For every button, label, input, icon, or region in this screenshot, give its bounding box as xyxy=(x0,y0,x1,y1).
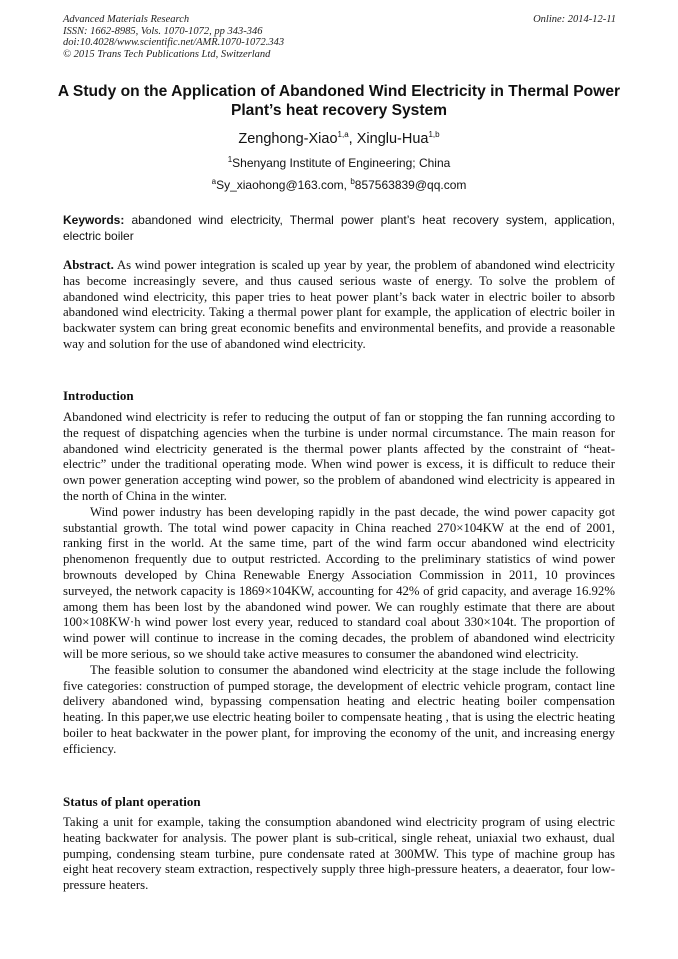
keywords-text: abandoned wind electricity, Thermal power plant’s heat recovery system, application, electric boiler xyxy=(63,213,615,243)
affil-text: Shenyang Institute of Engineering; China xyxy=(232,156,451,170)
journal-name: Advanced Materials Research xyxy=(63,14,190,25)
email-marker: b xyxy=(350,177,355,186)
affil-marker: 1 xyxy=(227,155,233,164)
section-heading-status: Status of plant operation xyxy=(63,794,201,809)
paragraph: The feasible solution to consumer the abandoned wind electricity at the stage include the following five categories: construction of pumped storage, the development of electric vehicle program, contact line delivery abandoned wind, bypassing compensation heating and electric heating boiler compensation heating. In this paper,we use electric heating boiler to compensate heating , that is using the electric heating boiler to heat backwater in the power plant, for improving the economy of the unit, and increasing energy efficiency. xyxy=(63,662,615,756)
journal-header xyxy=(63,14,284,60)
abstract-text: As wind power integration is scaled up year by year, the problem of abandoned wind electricity has become increasingly severe, and thus caused serious waste of energy. To solve the problem of abandoned wind electricity, this paper tries to heat power plant’s back water in electric boiler to absorb abandoned wind electricity. Taking a thermal power plant for example, the application of electric boiler in backwater system can bring great economic benefits and environmental benefits, and provide a reasonable way and solution for the use of abandoned wind electricity. xyxy=(63,258,615,351)
paragraph: Taking a unit for example, taking the consumption abandoned wind electricity program of using electric heating backwater for analysis. The power plant is sub-critical, single reheat, uniaxial two exhaust, dual pumping, condensing steam turbine, pure condensate rated at 300MW. This type of machine group has eight heat recovery steam extraction, respectively supply three high-pressure heaters, a deaerator, four low-pressure heaters. xyxy=(63,815,615,893)
paragraph: Wind power industry has been developing rapidly in the past decade, the wind power capacity got substantial growth. The total wind power capacity in China reached 270×104KW at the end of 2001, ranking first in the world. At the same time, part of the wind farm occur abandoned wind electricity phenomenon frequently due to output restricted. According to the preliminary statistics of wind power brownouts developed by China Renewable Energy Association Commission in 2011, 10 provinces surveyed, the network capacity is 1869×104KW, accounting for 42% of grid capacity, and average 16.92% among them has been lost by the abandoned wind power. We can roughly estimate that there are about 100×108KW·h wind power lost every year, reduced to standard coal about 330×104t. The proportion of wind power will continue to increase in the coming decades, the problem of abandoned wind electricity will be more serious, so we should take active measures to consumer the abandoned wind electricity. xyxy=(63,504,615,661)
section-heading-introduction: Introduction xyxy=(63,388,134,403)
paragraph: Abandoned wind electricity is refer to reducing the output of fan or stopping the fan running according to the request of dispatching agencies when the turbine is under normal circumstance. The main reason for abandoned wind electricity generated is the thermal power plants affected by the constraint of “heat-electric” under the traditional operating mode. When wind power is excess, it is difficult to reduce their own power generation accepting wind power, so the problem of abandoned wind electricity is appeared in the north of China in the winter. xyxy=(63,410,615,503)
keywords-label: Keywords: xyxy=(63,213,125,227)
author-name: Zenghong-Xiao xyxy=(238,131,338,147)
email-address: Sy_xiaohong@163.com, xyxy=(216,178,351,192)
abstract xyxy=(63,258,615,353)
introduction-body xyxy=(63,410,615,758)
email-marker: a xyxy=(211,177,217,186)
status-body xyxy=(63,815,615,894)
issn-line: ISSN: 1662-8985, Vols. 1070-1072, pp 343-346 xyxy=(63,25,263,37)
copyright-line: © 2015 Trans Tech Publications Ltd, Switzerland xyxy=(63,48,271,60)
paper-title: A Study on the Application of Abandoned Wind Electricity in Thermal Power Plant’s heat recovery System xyxy=(57,83,621,119)
author-name: Xinglu-Hua xyxy=(356,131,429,147)
abstract-label: Abstract. xyxy=(63,258,114,272)
author-affil-marker: 1,a xyxy=(337,130,349,140)
keywords xyxy=(63,212,615,244)
email-line xyxy=(40,178,638,193)
online-date: Online: 2014-12-11 xyxy=(533,14,616,25)
doi-line: doi:10.4028/www.scientific.net/AMR.1070-1072.343 xyxy=(63,37,285,49)
email-address: 857563839@qq.com xyxy=(354,178,467,192)
author-separator: , xyxy=(348,131,357,147)
author-line xyxy=(40,130,638,148)
author-affil-marker: 1,b xyxy=(428,130,440,140)
affiliation xyxy=(40,156,638,171)
